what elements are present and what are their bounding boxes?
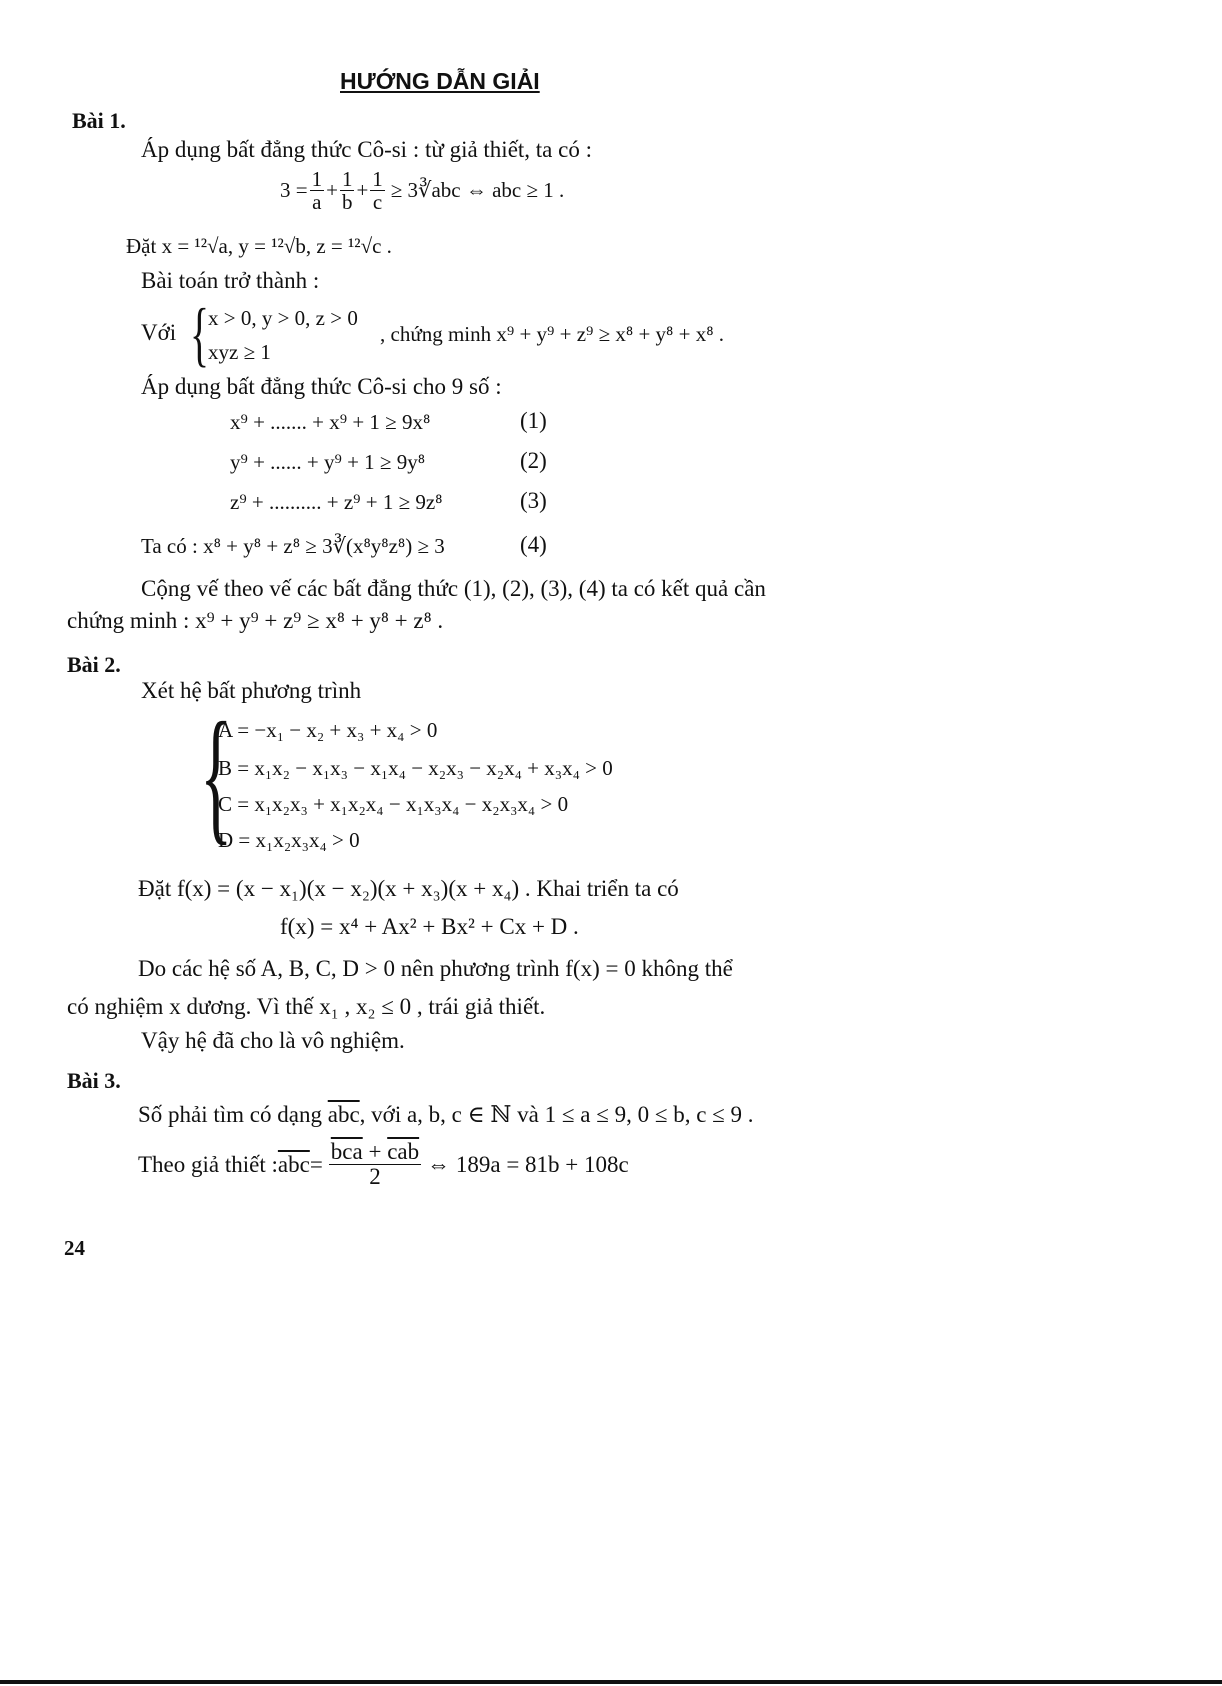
label-4: (4) bbox=[520, 532, 547, 557]
bai2-define-f: Đặt f(x) = (x − x₁)(x − x₂)(x + x₃)(x + x₄) . Khai triển ta có bbox=[138, 876, 679, 901]
bai2-intro: Xét hệ bất phương trình bbox=[141, 678, 362, 703]
bai2-system-a: A = −x₁ − x₂ + x₃ + x₄ > 0 bbox=[218, 718, 438, 742]
left-brace-icon: { bbox=[190, 294, 210, 374]
bai3-line-1-b: , với a, b, c ∈ ℕ và 1 ≤ a ≤ 9, 0 ≤ b, c ≤ 9 . bbox=[359, 1102, 754, 1127]
bai2-system-d: D = x₁x₂x₃x₄ > 0 bbox=[218, 828, 360, 852]
bai1-intro: Áp dụng bất đẳng thức Cô-si : từ giả thiết, ta có : bbox=[141, 137, 592, 162]
bai2-do-line-2: có nghiệm x dương. Vì thế x₁ , x₂ ≤ 0 , trái giả thiết. bbox=[67, 994, 546, 1019]
bai3-equation bbox=[138, 1140, 629, 1189]
bai3-theo: Theo giả thiết : bbox=[138, 1151, 278, 1177]
page-title: HƯỚNG DẪN GIẢI bbox=[340, 68, 540, 94]
bai2-do-line-1: Do các hệ số A, B, C, D > 0 nên phương trình f(x) = 0 không thể bbox=[138, 956, 733, 981]
label-2: (2) bbox=[520, 448, 547, 473]
eq1-right: ≥ 3∛abc ⇔ abc ≥ 1 . bbox=[390, 178, 565, 203]
bai1-inequality-2: y⁹ + ...... + y⁹ + 1 ≥ 9y⁸ bbox=[230, 450, 426, 474]
label-1: (1) bbox=[520, 408, 547, 433]
bai1-apply9: Áp dụng bất đẳng thức Cô-si cho 9 số : bbox=[141, 374, 502, 399]
bai1-sum-line-1: Cộng vế theo vế các bất đẳng thức (1), (2), (3), (4) ta có kết quả cần bbox=[141, 576, 766, 601]
bai3-fraction bbox=[329, 1140, 421, 1189]
bai3-line-1 bbox=[138, 1102, 754, 1128]
system-brace-icon: { bbox=[200, 692, 233, 858]
bai2-system-c: C = x₁x₂x₃ + x₁x₂x₄ − x₁x₃x₄ − x₂x₃x₄ > 0 bbox=[218, 792, 569, 816]
bai3-rhs: ⇔ 189a = 81b + 108c bbox=[427, 1151, 629, 1177]
bai1-taco: Ta có : x⁸ + y⁸ + z⁸ ≥ 3∛(x⁸y⁸z⁸) ≥ 3 bbox=[141, 534, 445, 558]
bai1-inequality-1: x⁹ + ....... + x⁹ + 1 ≥ 9x⁸ bbox=[230, 410, 431, 434]
bai1-condition-1: x > 0, y > 0, z > 0 bbox=[208, 306, 358, 330]
bai2-conclusion: Vậy hệ đã cho là vô nghiệm. bbox=[141, 1028, 405, 1053]
frac-1-b: $\frac{1}{b}$ bbox=[341, 167, 353, 215]
bai3-heading: Bài 3. bbox=[67, 1068, 121, 1093]
bai1-voi: Với bbox=[141, 320, 177, 345]
bai3-bca: $\overline{bca}$ bbox=[330, 1139, 363, 1164]
bai1-equation-1: 3 = $\frac{1}{a}$ + $\frac{1}{b}$ + $\frac{1}{c}$ ≥ 3∛abc ⇔ abc ≥ 1 . bbox=[280, 167, 565, 215]
bai3-abc-2: $\overline{abc}$ bbox=[277, 1151, 310, 1177]
bai3-abc: $\overline{abc}$ bbox=[327, 1102, 360, 1127]
bai1-heading: Bài 1. bbox=[72, 108, 126, 133]
bai2-system-b: B = x₁x₂ − x₁x₃ − x₁x₄ − x₂x₃ − x₂x₄ + x₃x₄ > 0 bbox=[218, 756, 613, 780]
bai3-cab: $\overline{cab}$ bbox=[387, 1139, 420, 1164]
bai1-condition-2: xyz ≥ 1 bbox=[208, 340, 271, 364]
bai3-den: 2 bbox=[369, 1164, 381, 1190]
bai1-sum-line-2: chứng minh : x⁹ + y⁹ + z⁹ ≥ x⁸ + y⁸ + z⁸ . bbox=[67, 608, 444, 633]
label-3: (3) bbox=[520, 488, 547, 513]
bai2-heading: Bài 2. bbox=[67, 652, 121, 677]
eq1-left: 3 = bbox=[280, 178, 308, 203]
bai1-inequality-3: z⁹ + .......... + z⁹ + 1 ≥ 9z⁸ bbox=[230, 490, 443, 514]
frac-1-c: $\frac{1}{c}$ bbox=[372, 167, 383, 215]
frac-1-a: $\frac{1}{a}$ bbox=[311, 167, 323, 215]
bai2-expand: f(x) = x⁴ + Ax² + Bx² + Cx + D . bbox=[280, 914, 579, 939]
bai1-substitution: Đặt x = ¹²√a, y = ¹²√b, z = ¹²√c . bbox=[126, 234, 392, 258]
bai1-becomes: Bài toán trở thành : bbox=[141, 268, 320, 293]
page-number: 24 bbox=[64, 1236, 85, 1260]
bottom-border bbox=[0, 1680, 1222, 1684]
bai1-prove: , chứng minh x⁹ + y⁹ + z⁹ ≥ x⁸ + y⁸ + x⁸ . bbox=[380, 322, 725, 346]
bai3-plus: + bbox=[362, 1139, 388, 1164]
bai3-line-1-a: Số phải tìm có dạng bbox=[138, 1102, 328, 1127]
bai3-eq: = bbox=[309, 1151, 323, 1177]
